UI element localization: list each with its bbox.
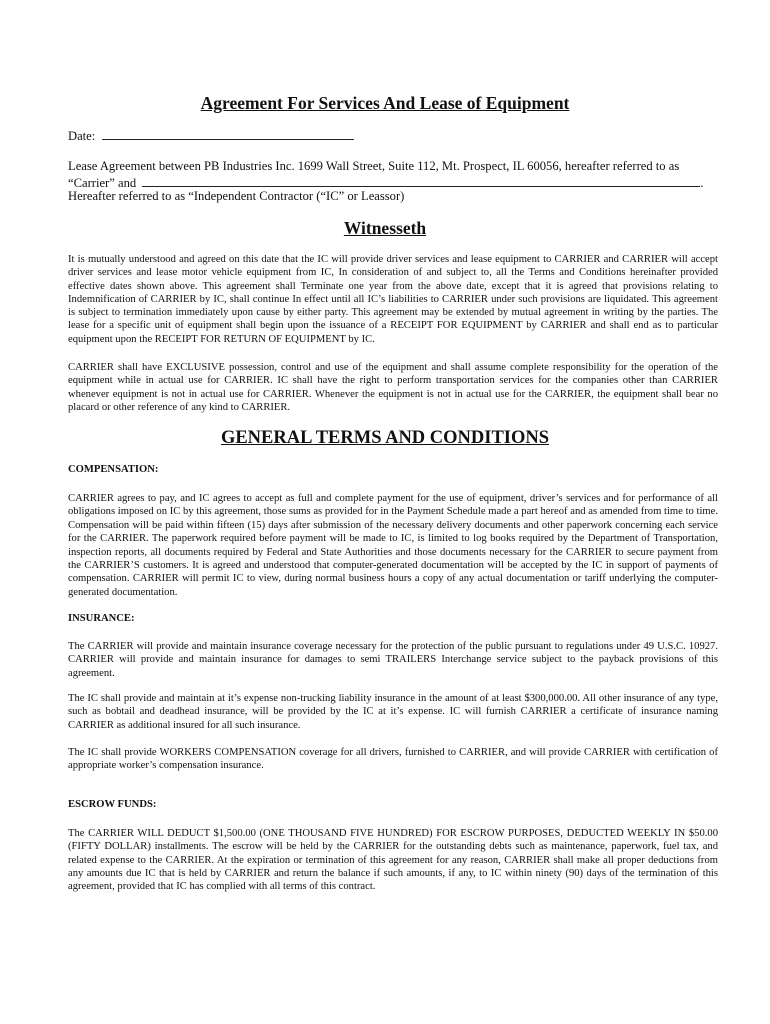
date-label: Date: [68, 129, 96, 143]
general-terms-title: GENERAL TERMS AND CONDITIONS [220, 428, 550, 448]
intro-line-2-period: . [700, 176, 704, 190]
witnesseth-title: Witnesseth [343, 218, 427, 238]
intro-line-3: Hereafter referred to as “Independent Contractor (“IC” or Leassor) [68, 189, 405, 203]
compensation-heading: COMPENSATION: [68, 464, 159, 475]
compensation-paragraph: CARRIER agrees to pay, and IC agrees to accept as full and complete payment for the use of equipment, driver’s services and for performance of all obligations imposed on IC by this agreement, those sums as provided for in the Payment Schedule made a part hereof and as amended from time to time. Compensation will be paid within fifteen (15) days after submission of the necessary delivery documents and other paperwork concerning each service for the CARRIER. The paperwork required before payment will be made to IC, is limited to log books required by the Department of Transportation, inspection reports, all documents required by Federal and State Authorities and those documents necessary for the CARRIER to secure payment from the CARRIER’S customers. It is agreed and understood that computer-generated documentation will be accepted by the IC in support of payments of compensation. CARRIER will permit IC to view, during normal business hours a copy of any actual documentation or tariff underlying the computer-generated documentation. [68, 493, 718, 598]
date-line [68, 127, 354, 144]
insurance-paragraph-2: The IC shall provide and maintain at it’s expense non-trucking liability insurance in the amount of at least $300,000.00. All other insurance of any type, such as bobtail and deadhead insurance, will be provided by the IC at it’s expense. IC will furnish CARRIER a certificate of insurance naming CARRIER as additional insured for all such insurance. [68, 693, 718, 731]
insurance-paragraph-3: The IC shall provide WORKERS COMPENSATION coverage for all drivers, furnished to CARRIER, and will provide CARRIER with certification of appropriate worker’s compensation insurance. [68, 747, 718, 772]
date-field[interactable] [102, 127, 354, 140]
document-title: Agreement For Services And Lease of Equipment [200, 93, 570, 113]
escrow-paragraph: The CARRIER WILL DEDUCT $1,500.00 (ONE THOUSAND FIVE HUNDRED) FOR ESCROW PURPOSES, DEDUCTED WEEKLY IN $50.00 (FIFTY DOLLAR) installments. The escrow will be held by the CARRIER for the outstanding debts such as maintenance, paperwork, fuel tax, and related expense to the CARRIER. At the expiration or termination of this agreement for any reason, CARRIER shall make all proper deductions from any amounts due IC that is held by CARRIER and return the balance if such amounts, if any, to IC within ninety (90) days of the termination of this agreement, provided that IC has complied with all terms of this contract. [68, 828, 718, 893]
carrier-label: “Carrier” and [68, 176, 137, 190]
escrow-heading: ESCROW FUNDS: [68, 799, 157, 810]
insurance-heading: INSURANCE: [68, 613, 135, 624]
independent-contractor-name-field[interactable] [142, 174, 700, 187]
insurance-paragraph-1: The CARRIER will provide and maintain insurance coverage necessary for the protection of the public pursuant to regulations under 49 U.S.C. 10927. CARRIER will provide and maintain insurance for damages to semi TRAILERS Interchange service subject to the payback provisions of this agreement. [68, 641, 718, 679]
witnesseth-paragraph-1: It is mutually understood and agreed on this date that the IC will provide driver services and lease equipment to CARRIER and CARRIER will accept driver services and lease motor vehicle equipment from IC, In consideration of and subject to, all the Terms and Conditions hereinafter provided effective dates shown above. This agreement shall Terminate one year from the above date, except that it is agreed that provisions relating to Indemnification of CARRIER by IC, shall continue In effect until all IC’s liabilities to CARRIER under such provisions are liquidated. This agreement is subject to termination immediately upon cause by either party. This agreement may be extended by mutual agreement in writing by the parties. The lease for a specific unit of equipment shall begin upon the issuance of a RECEIPT FOR EQUIPMENT by CARRIER and shall end as to particular equipment upon the RECEIPT FOR RETURN OF EQUIPMENT by IC. [68, 254, 718, 345]
intro-line-1: Lease Agreement between PB Industries Inc. 1699 Wall Street, Suite 112, Mt. Prospect, IL 60056, hereafter referred to as [68, 159, 680, 173]
witnesseth-paragraph-2: CARRIER shall have EXCLUSIVE possession, control and use of the equipment and shall assume complete responsibility for the operation of the equipment while in actual use for CARRIER. IC shall have the right to perform transportation services for the companies other than CARRIER whenever equipment is not in actual use for CARRIER. Whenever the equipment is not in actual use for the CARRIER, the equipment shall bear no placard or other reference of any kind to CARRIER. [68, 362, 718, 413]
